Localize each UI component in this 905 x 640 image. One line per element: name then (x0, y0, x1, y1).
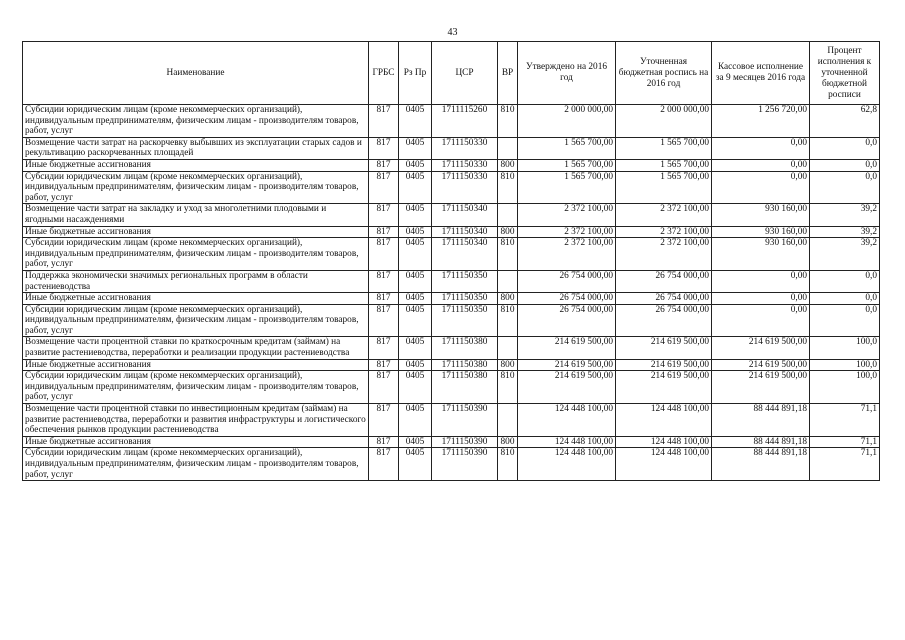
table-row (23, 171, 880, 204)
row-specified: 124 448 100,00 (616, 404, 712, 437)
row-vr (498, 270, 518, 292)
row-grbs: 817 (369, 137, 399, 159)
row-specified: 124 448 100,00 (616, 436, 712, 448)
table-row (23, 293, 880, 305)
row-name: Субсидии юридическим лицам (кроме некоммерческих организаций), индивидуальным предпринимателям, физическим лицам - производителям товаров, работ, услуг (23, 171, 369, 204)
row-name: Возмещение части затрат на закладку и уход за многолетними плодовыми и ягодными насаждениями (23, 204, 369, 226)
table-row (23, 337, 880, 359)
row-rz-pr: 0405 (399, 304, 432, 337)
row-vr: 810 (498, 448, 518, 481)
row-vr: 810 (498, 304, 518, 337)
row-percent: 100,0 (810, 371, 880, 404)
row-approved: 2 372 100,00 (518, 238, 616, 271)
row-cash: 0,00 (712, 270, 810, 292)
row-rz-pr: 0405 (399, 105, 432, 138)
row-grbs: 817 (369, 371, 399, 404)
row-approved: 1 565 700,00 (518, 159, 616, 171)
table-row (23, 436, 880, 448)
row-csr: 1711150340 (432, 226, 498, 238)
row-approved: 26 754 000,00 (518, 293, 616, 305)
row-csr: 1711115260 (432, 105, 498, 138)
row-csr: 1711150330 (432, 137, 498, 159)
row-approved: 214 619 500,00 (518, 359, 616, 371)
row-percent: 0,0 (810, 159, 880, 171)
budget-table (22, 41, 880, 481)
row-name: Субсидии юридическим лицам (кроме некоммерческих организаций), индивидуальным предпринимателям, физическим лицам - производителям товаров, работ, услуг (23, 238, 369, 271)
row-csr: 1711150390 (432, 436, 498, 448)
row-grbs: 817 (369, 293, 399, 305)
row-csr: 1711150340 (432, 204, 498, 226)
row-rz-pr: 0405 (399, 204, 432, 226)
row-csr: 1711150390 (432, 448, 498, 481)
row-percent: 100,0 (810, 337, 880, 359)
row-rz-pr: 0405 (399, 404, 432, 437)
row-specified: 124 448 100,00 (616, 448, 712, 481)
row-percent: 39,2 (810, 204, 880, 226)
row-specified: 26 754 000,00 (616, 293, 712, 305)
row-grbs: 817 (369, 226, 399, 238)
row-vr (498, 137, 518, 159)
row-cash: 214 619 500,00 (712, 359, 810, 371)
row-cash: 0,00 (712, 304, 810, 337)
row-name: Возмещение части процентной ставки по краткосрочным кредитам (займам) на развитие растениеводства, переработки и реализации продукции растениеводства (23, 337, 369, 359)
row-csr: 1711150380 (432, 371, 498, 404)
row-cash: 0,00 (712, 171, 810, 204)
row-name: Субсидии юридическим лицам (кроме некоммерческих организаций), индивидуальным предпринимателям, физическим лицам - производителям товаров, работ, услуг (23, 304, 369, 337)
header-cash: Кассовое исполнение за 9 месяцев 2016 года (712, 42, 810, 105)
row-rz-pr: 0405 (399, 226, 432, 238)
header-specified: Уточненная бюджетная роспись на 2016 год (616, 42, 712, 105)
row-name: Возмещение части затрат на раскорчевку выбывших из эксплуатации старых садов и рекультивацию раскорчеванных площадей (23, 137, 369, 159)
row-csr: 1711150350 (432, 270, 498, 292)
row-approved: 1 565 700,00 (518, 137, 616, 159)
row-specified: 1 565 700,00 (616, 137, 712, 159)
row-name: Поддержка экономически значимых региональных программ в области растениеводства (23, 270, 369, 292)
row-cash: 1 256 720,00 (712, 105, 810, 138)
row-percent: 71,1 (810, 436, 880, 448)
table-row (23, 404, 880, 437)
row-grbs: 817 (369, 171, 399, 204)
row-approved: 124 448 100,00 (518, 436, 616, 448)
row-csr: 1711150390 (432, 404, 498, 437)
row-percent: 0,0 (810, 304, 880, 337)
table-row (23, 204, 880, 226)
table-row (23, 359, 880, 371)
row-rz-pr: 0405 (399, 337, 432, 359)
table-row (23, 371, 880, 404)
row-rz-pr: 0405 (399, 448, 432, 481)
row-approved: 1 565 700,00 (518, 171, 616, 204)
row-grbs: 817 (369, 159, 399, 171)
row-vr: 810 (498, 238, 518, 271)
table-row (23, 105, 880, 138)
row-cash: 88 444 891,18 (712, 448, 810, 481)
row-grbs: 817 (369, 404, 399, 437)
row-percent: 0,0 (810, 270, 880, 292)
row-specified: 26 754 000,00 (616, 270, 712, 292)
header-rz-pr: Рз Пр (399, 42, 432, 105)
row-rz-pr: 0405 (399, 359, 432, 371)
row-csr: 1711150380 (432, 337, 498, 359)
row-rz-pr: 0405 (399, 238, 432, 271)
row-csr: 1711150350 (432, 293, 498, 305)
row-name: Возмещение части процентной ставки по инвестиционным кредитам (займам) на развитие растениеводства, переработки и развития инфраструктуры и логистического обеспечения рынков продукции растениеводства (23, 404, 369, 437)
row-vr (498, 337, 518, 359)
row-grbs: 817 (369, 436, 399, 448)
row-csr: 1711150330 (432, 159, 498, 171)
row-rz-pr: 0405 (399, 270, 432, 292)
row-approved: 26 754 000,00 (518, 270, 616, 292)
row-name: Субсидии юридическим лицам (кроме некоммерческих организаций), индивидуальным предпринимателям, физическим лицам - производителям товаров, работ, услуг (23, 105, 369, 138)
row-vr: 800 (498, 293, 518, 305)
row-cash: 0,00 (712, 137, 810, 159)
row-specified: 1 565 700,00 (616, 171, 712, 204)
table-row (23, 238, 880, 271)
row-specified: 2 372 100,00 (616, 226, 712, 238)
row-vr: 810 (498, 171, 518, 204)
row-vr: 800 (498, 226, 518, 238)
row-vr: 800 (498, 436, 518, 448)
row-csr: 1711150340 (432, 238, 498, 271)
row-specified: 26 754 000,00 (616, 304, 712, 337)
row-percent: 0,0 (810, 293, 880, 305)
row-grbs: 817 (369, 238, 399, 271)
row-approved: 124 448 100,00 (518, 448, 616, 481)
row-grbs: 817 (369, 359, 399, 371)
row-specified: 2 000 000,00 (616, 105, 712, 138)
row-cash: 88 444 891,18 (712, 404, 810, 437)
row-name: Субсидии юридическим лицам (кроме некоммерческих организаций), индивидуальным предпринимателям, физическим лицам - производителям товаров, работ, услуг (23, 448, 369, 481)
row-name: Иные бюджетные ассигнования (23, 293, 369, 305)
row-vr: 800 (498, 159, 518, 171)
row-csr: 1711150380 (432, 359, 498, 371)
header-vr: ВР (498, 42, 518, 105)
row-specified: 214 619 500,00 (616, 371, 712, 404)
table-row (23, 270, 880, 292)
row-vr (498, 404, 518, 437)
row-rz-pr: 0405 (399, 293, 432, 305)
row-csr: 1711150350 (432, 304, 498, 337)
row-rz-pr: 0405 (399, 137, 432, 159)
row-name: Иные бюджетные ассигнования (23, 436, 369, 448)
row-percent: 62,8 (810, 105, 880, 138)
row-vr: 810 (498, 371, 518, 404)
row-cash: 930 160,00 (712, 204, 810, 226)
row-cash: 214 619 500,00 (712, 337, 810, 359)
row-vr: 810 (498, 105, 518, 138)
row-grbs: 817 (369, 204, 399, 226)
row-specified: 2 372 100,00 (616, 204, 712, 226)
table-row (23, 448, 880, 481)
table-row (23, 226, 880, 238)
row-name: Иные бюджетные ассигнования (23, 159, 369, 171)
header-grbs: ГРБС (369, 42, 399, 105)
row-percent: 39,2 (810, 226, 880, 238)
row-approved: 124 448 100,00 (518, 404, 616, 437)
row-name: Иные бюджетные ассигнования (23, 359, 369, 371)
row-percent: 100,0 (810, 359, 880, 371)
row-grbs: 817 (369, 105, 399, 138)
row-grbs: 817 (369, 337, 399, 359)
row-specified: 214 619 500,00 (616, 359, 712, 371)
header-percent: Процент исполнения к уточненной бюджетной росписи (810, 42, 880, 105)
row-cash: 0,00 (712, 293, 810, 305)
header-approved: Утверждено на 2016 год (518, 42, 616, 105)
row-approved: 2 000 000,00 (518, 105, 616, 138)
table-row (23, 159, 880, 171)
row-percent: 71,1 (810, 448, 880, 481)
row-percent: 0,0 (810, 137, 880, 159)
row-specified: 1 565 700,00 (616, 159, 712, 171)
table-body (23, 105, 880, 481)
row-grbs: 817 (369, 304, 399, 337)
row-specified: 214 619 500,00 (616, 337, 712, 359)
header-csr: ЦСР (432, 42, 498, 105)
table-header-row (23, 42, 880, 105)
row-approved: 2 372 100,00 (518, 204, 616, 226)
row-cash: 88 444 891,18 (712, 436, 810, 448)
row-cash: 214 619 500,00 (712, 371, 810, 404)
table-row (23, 137, 880, 159)
row-rz-pr: 0405 (399, 159, 432, 171)
row-rz-pr: 0405 (399, 371, 432, 404)
row-percent: 0,0 (810, 171, 880, 204)
row-percent: 39,2 (810, 238, 880, 271)
row-approved: 214 619 500,00 (518, 337, 616, 359)
table-row (23, 304, 880, 337)
row-cash: 930 160,00 (712, 226, 810, 238)
row-csr: 1711150330 (432, 171, 498, 204)
row-vr: 800 (498, 359, 518, 371)
row-cash: 0,00 (712, 159, 810, 171)
row-rz-pr: 0405 (399, 171, 432, 204)
row-rz-pr: 0405 (399, 436, 432, 448)
row-approved: 26 754 000,00 (518, 304, 616, 337)
row-approved: 2 372 100,00 (518, 226, 616, 238)
row-name: Иные бюджетные ассигнования (23, 226, 369, 238)
page-number: 43 (447, 27, 458, 38)
row-percent: 71,1 (810, 404, 880, 437)
row-vr (498, 204, 518, 226)
row-specified: 2 372 100,00 (616, 238, 712, 271)
row-approved: 214 619 500,00 (518, 371, 616, 404)
header-name: Наименование (23, 42, 369, 105)
row-grbs: 817 (369, 448, 399, 481)
row-cash: 930 160,00 (712, 238, 810, 271)
row-grbs: 817 (369, 270, 399, 292)
row-name: Субсидии юридическим лицам (кроме некоммерческих организаций), индивидуальным предпринимателям, физическим лицам - производителям товаров, работ, услуг (23, 371, 369, 404)
